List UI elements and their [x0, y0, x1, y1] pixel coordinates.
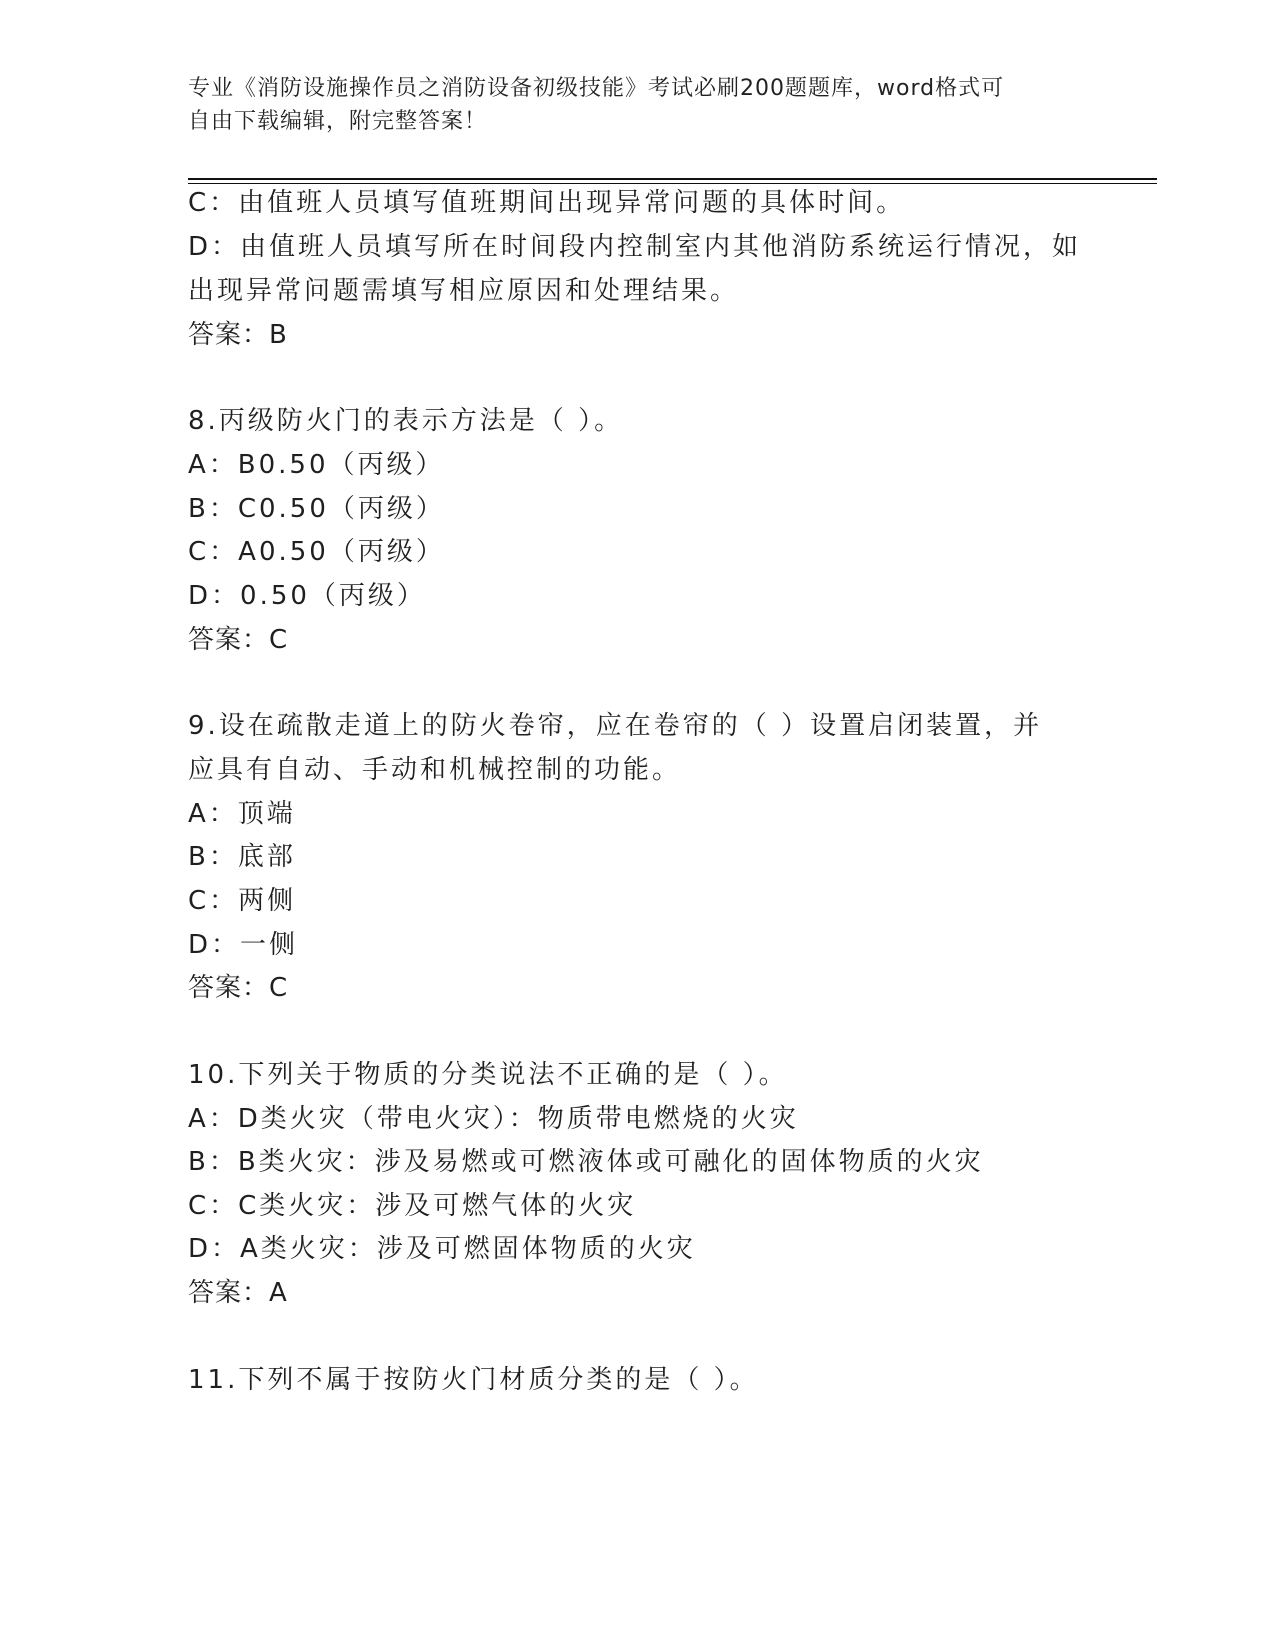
option-7d: D：由值班人员填写所在时间段内控制室内其他消防系统运行情况，如	[188, 232, 1082, 262]
option-8a: A：B0.50（丙级）	[188, 450, 445, 480]
option-8c: C：A0.50（丙级）	[188, 537, 445, 567]
option-7c: C：由值班人员填写值班期间出现异常问题的具体时间。	[188, 188, 906, 218]
option-7d-cont: 出现异常问题需填写相应原因和处理结果。	[188, 276, 740, 306]
header-rule-thick	[188, 178, 1157, 180]
question-8: 8.丙级防火门的表示方法是（ ）。	[188, 406, 624, 436]
option-9b: B：底部	[188, 842, 296, 872]
question-9: 9.设在疏散走道上的防火卷帘，应在卷帘的（ ）设置启闭装置，并	[188, 711, 1043, 741]
answer-9: 答案：C	[188, 973, 289, 1003]
option-10a: A：D类火灾（带电火灾）：物质带电燃烧的火灾	[188, 1104, 799, 1134]
option-10d: D：A类火灾：涉及可燃固体物质的火灾	[188, 1234, 696, 1264]
option-9a: A：顶端	[188, 799, 296, 829]
option-8d: D：0.50（丙级）	[188, 581, 426, 611]
option-10c: C：C类火灾：涉及可燃气体的火灾	[188, 1191, 637, 1221]
answer-7: 答案：B	[188, 320, 288, 350]
header-line-2: 自由下载编辑，附完整答案！	[188, 109, 488, 134]
option-9d: D：一侧	[188, 930, 299, 960]
option-9c: C：两侧	[188, 886, 297, 916]
question-11: 11.下列不属于按防火门材质分类的是（ ）。	[188, 1365, 759, 1395]
answer-8: 答案：C	[188, 625, 289, 655]
question-9-cont: 应具有自动、手动和机械控制的功能。	[188, 755, 682, 785]
answer-10: 答案：A	[188, 1278, 288, 1308]
header-line-1: 专业《消防设施操作员之消防设备初级技能》考试必刷200题题库，word格式可	[188, 76, 1005, 101]
header-rule-thin	[188, 183, 1157, 184]
document-header	[188, 72, 1088, 138]
question-10: 10.下列关于物质的分类说法不正确的是（ ）。	[188, 1060, 788, 1090]
option-10b: B：B类火灾：涉及易燃或可燃液体或可融化的固体物质的火灾	[188, 1147, 984, 1177]
option-8b: B：C0.50（丙级）	[188, 494, 445, 524]
